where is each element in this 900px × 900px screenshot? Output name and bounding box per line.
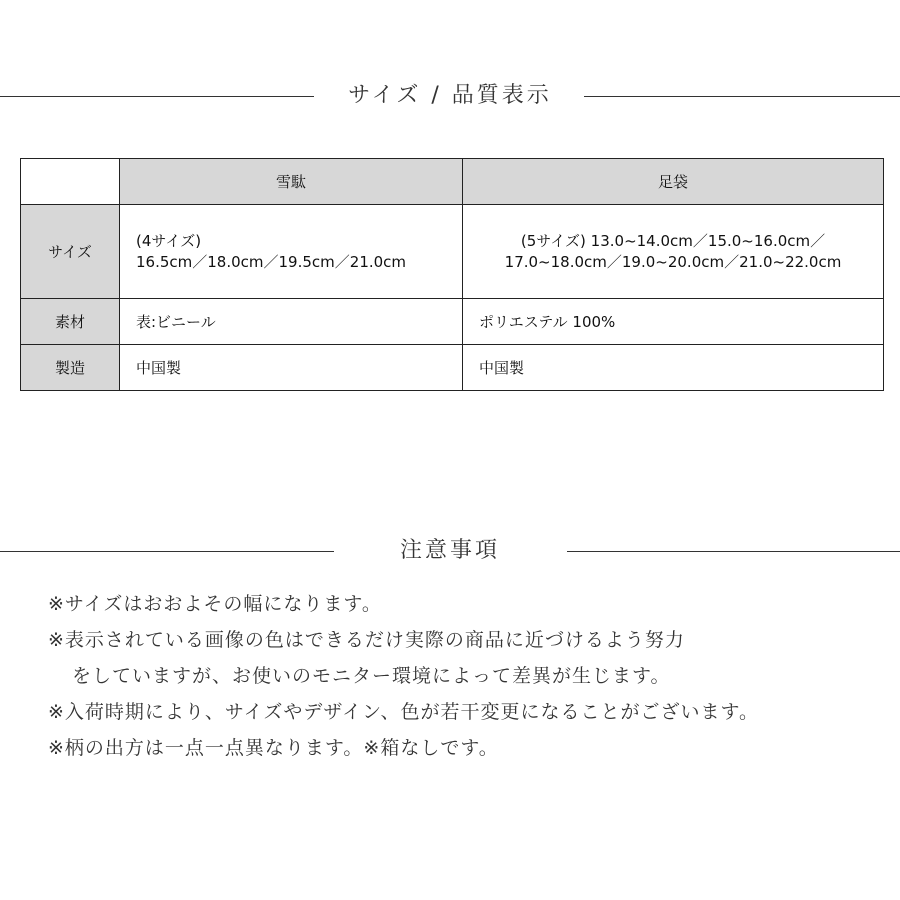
setta-size-count: (4サイズ) [136,231,202,250]
tabi-size-cell [463,205,884,299]
spec-section-heading [0,76,900,116]
setta-size-values: 16.5cm／18.0cm／19.5cm／21.0cm [136,252,407,271]
table-row-size [21,205,884,299]
spec-table [20,158,884,391]
note-line: ※表示されている画像の色はできるだけ実際の商品に近づけるよう努力 [48,629,685,651]
tabi-origin-cell: 中国製 [463,345,884,391]
heading-rule-right [584,96,900,97]
table-header-row [21,159,884,205]
column-header-setta: 雪駄 [120,159,463,205]
row-header-origin: 製造 [21,345,120,391]
note-line: ※サイズはおおよその幅になります。 [48,593,382,615]
tabi-material-cell: ポリエステル 100% [463,299,884,345]
notes-list [48,586,888,766]
note-line: をしていますが、お使いのモニター環境によって差異が生じます。 [72,665,671,687]
spec-heading-title: サイズ / 品質表示 [348,83,552,108]
table-corner-cell [21,159,120,205]
table-row-material [21,299,884,345]
tabi-size-line-1: (5サイズ) 13.0~14.0cm／15.0~16.0cm／ [520,231,826,250]
setta-origin-cell: 中国製 [120,345,463,391]
table-row-origin [21,345,884,391]
column-header-tabi: 足袋 [463,159,884,205]
heading-rule-right [567,551,900,552]
setta-material-cell: 表:ビニール [120,299,463,345]
notes-heading-title: 注意事項 [399,538,500,563]
row-header-size: サイズ [21,205,120,299]
note-line: ※柄の出方は一点一点異なります。※箱なしです。 [48,737,499,759]
tabi-size-line-2: 17.0~18.0cm／19.0~20.0cm／21.0~22.0cm [504,252,842,271]
row-header-material: 素材 [21,299,120,345]
setta-size-cell [120,205,463,299]
notes-section-heading [0,531,900,571]
note-line: ※入荷時期により、サイズやデザイン、色が若干変更になることがございます。 [48,701,760,723]
